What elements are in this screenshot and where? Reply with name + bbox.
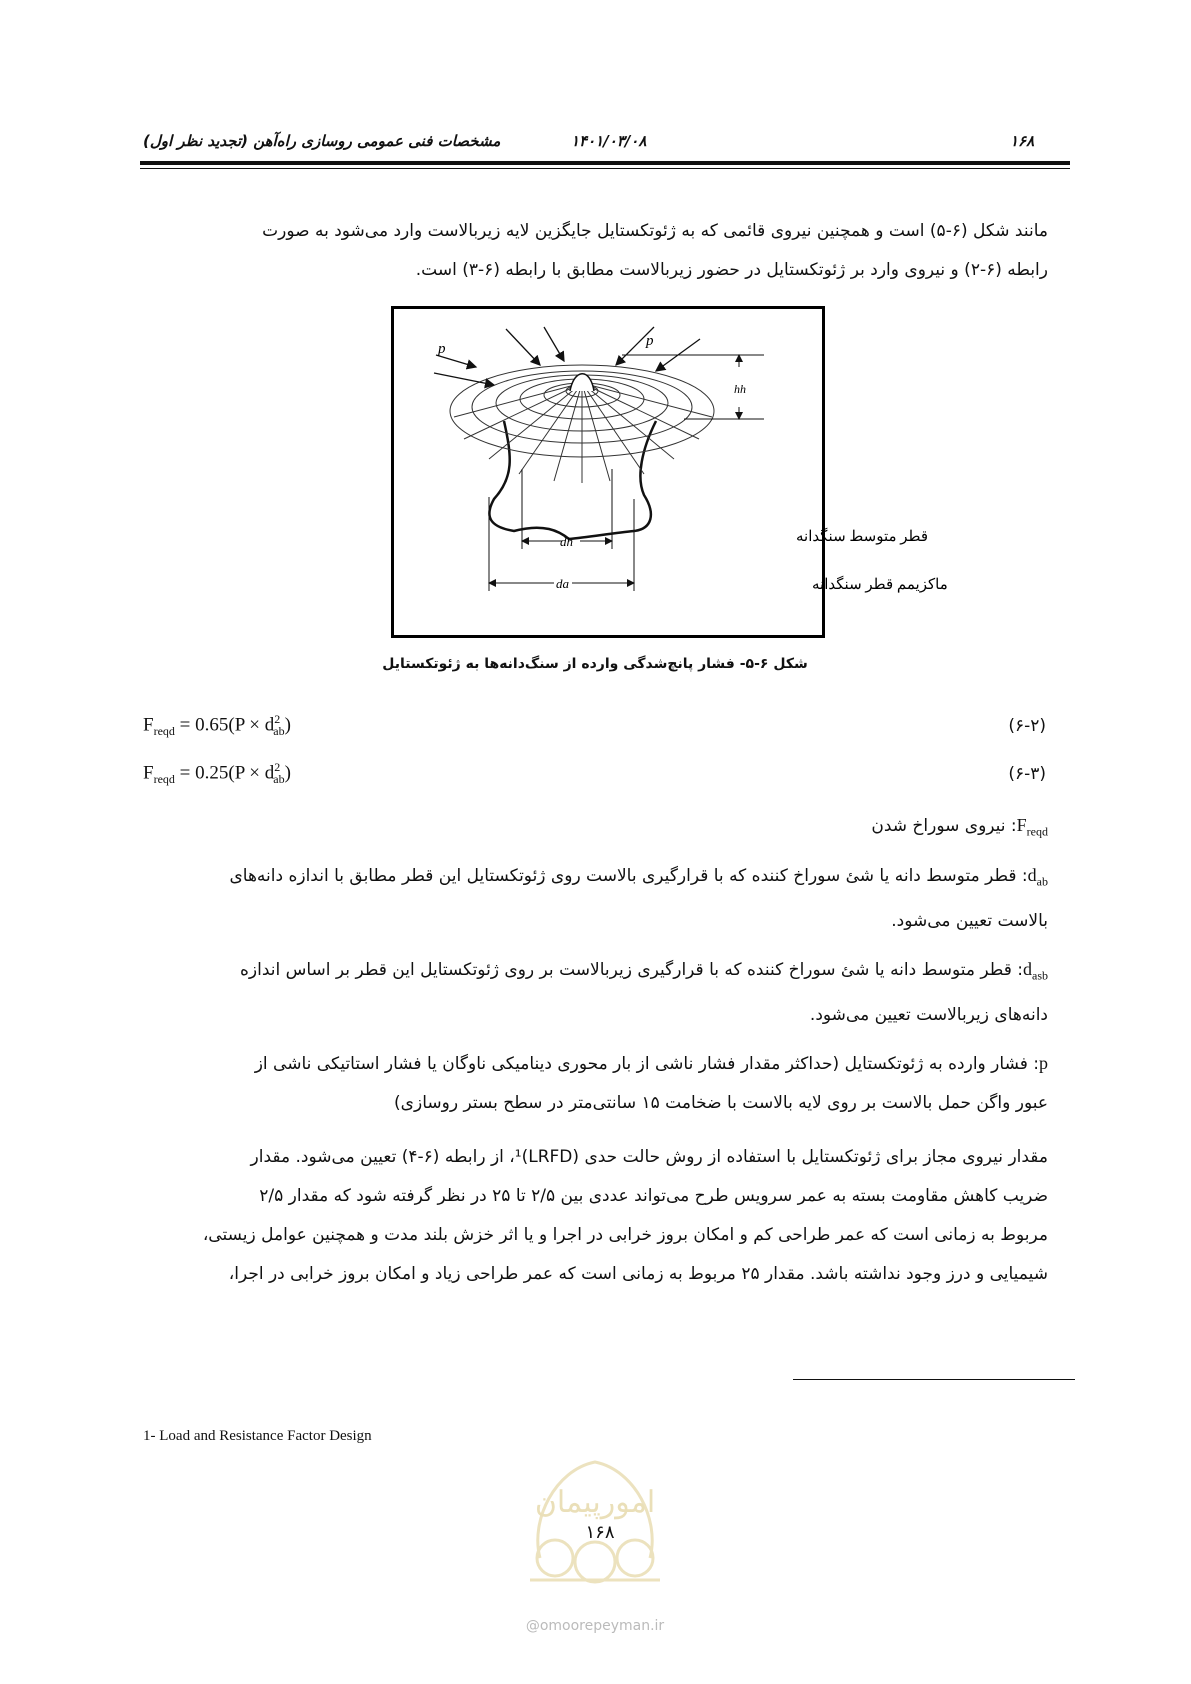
label-p-left: p [438, 341, 446, 357]
definition-p [143, 1044, 1048, 1123]
footnote: 1- Load and Resistance Factor Design [143, 1428, 372, 1444]
figure-caption: شکل ۶-۵- فشار پانچ‌شدگی وارده از سنگ‌دانه‌ها به ژئوتکستایل [382, 656, 808, 672]
freqd-symbol-sub: reqd [1026, 824, 1048, 839]
body-line-1: مقدار نیروی مجاز برای ژئوتکستایل با استفاده از روش حالت حدی (LRFD)¹، از رابطه (۶-۴) تعیین می‌شود. مقدار [250, 1147, 1048, 1167]
eq1-lhs-sub: reqd [153, 724, 175, 739]
label-dh: dh [560, 534, 573, 549]
figure-frame [391, 306, 948, 638]
eq1-rhs: = 0.65(P × d [174, 714, 275, 736]
eq2-lhs: F [143, 762, 154, 784]
stress-radials [454, 383, 712, 483]
equation-6-3 [143, 760, 291, 787]
eq1-lhs: F [143, 714, 154, 736]
eq2-sup: 2 [274, 760, 281, 774]
definition-freqd [143, 806, 1048, 852]
eq1-sup: 2 [274, 712, 281, 726]
dab-line-2: بالاست تعیین می‌شود. [891, 910, 1048, 931]
p-line-1: : فشار وارده به ژئوتکستایل (حداکثر مقدار فشار ناشی از بار محوری دینامیکی ناوگان یا فشار استاتیکی ناشی از [254, 1054, 1039, 1074]
dab-symbol-sub: ab [1036, 874, 1048, 889]
dab-symbol: d [1027, 865, 1037, 885]
eq2-lhs-sub: reqd [153, 772, 175, 787]
header-title: مشخصات فنی عمومی روسازی راه‌آهن (تجدید نظر اول) [143, 132, 501, 150]
header-rule-thick [140, 161, 1070, 165]
label-hh: hh [734, 382, 746, 396]
equation-6-2 [143, 712, 291, 739]
footnote-rule [793, 1379, 1075, 1380]
dasb-symbol: d [1023, 959, 1032, 979]
body-paragraph [143, 1138, 1048, 1294]
definition-dasb [143, 950, 1048, 1035]
footer-website: @omoorepeyman.ir [525, 1618, 665, 1634]
intro-paragraph [143, 212, 1048, 290]
dasb-line-2: دانه‌های زیربالاست تعیین می‌شود. [809, 1004, 1048, 1025]
definition-dab [143, 856, 1048, 941]
body-line-4: شیمیایی و درز وجود نداشته باشد. مقدار ۲۵ مربوط به زمانی است که عمر طراحی زیاد و امکان بروز خرابی در اجرا، [228, 1264, 1048, 1284]
footer-page-number: ۱۶۸ [585, 1522, 615, 1543]
equation-number-6-3: (۶-۳) [1008, 764, 1046, 784]
eq2-rhs: = 0.25(P × d [174, 762, 275, 784]
body-line-3: مربوط به زمانی است که عمر طراحی کم و امکان بروز خرابی در اجرا و یا اثر خزش بلند مدت و همچنین عوامل زیستی، [202, 1225, 1048, 1245]
dasb-symbol-sub: asb [1032, 968, 1048, 983]
p-line-2: عبور واگن حمل بالاست بر روی لایه بالاست با ضخامت ۱۵ سانتی‌متر در سطح بستر روسازی) [394, 1093, 1048, 1113]
intro-line-2: رابطه (۶-۲) و نیروی وارد بر ژئوتکستایل در حضور زیربالاست مطابق با رابطه (۶-۳) است. [415, 260, 1048, 280]
header-date: ۱۴۰۱/۰۳/۰۸ [571, 132, 647, 150]
intro-line-1: مانند شکل (۶-۵) است و همچنین نیروی قائمی که به ژئوتکستایل جایگزین لایه زیربالاست وارد می‌شود به صورت [262, 221, 1048, 241]
aggregate-tip [570, 374, 594, 391]
load-arrows [434, 327, 700, 385]
watermark-text: امورپیمان [534, 1486, 656, 1519]
eq2-close: ) [284, 762, 291, 784]
eq1-close: ) [284, 714, 291, 736]
figure-diagram [394, 309, 948, 635]
freqd-symbol: F [1016, 815, 1027, 835]
label-p-right: p [646, 333, 654, 349]
p-symbol: p [1039, 1053, 1048, 1073]
body-line-2: ضریب کاهش مقاومت بسته به عمر سرویس طرح می‌تواند عددی بین ۲/۵ تا ۲۵ در نظر گرفته شود که مقدار ۲/۵ [259, 1186, 1048, 1206]
equation-number-6-2: (۶-۲) [1008, 716, 1046, 736]
header-rule-thin [140, 168, 1070, 169]
label-mean-diameter: قطر متوسط سنگدانه [796, 529, 929, 545]
freqd-text: : نیروی سوراخ شدن [871, 816, 1017, 836]
dab-line-1: : قطر متوسط دانه یا شئ سوراخ کننده که با قرارگیری بالاست روی ژئوتکستایل این قطر مطابق با اندازه دانه‌های [229, 866, 1028, 886]
label-da: da [556, 576, 569, 591]
header-page-number: ۱۶۸ [1010, 132, 1035, 150]
label-max-diameter: ماکزیمم قطر سنگدانه [812, 577, 948, 593]
dasb-line-1: : قطر متوسط دانه یا شئ سوراخ کننده که با قرارگیری زیربالاست بر روی ژئوتکستایل این قطر بر اساس اندازه [240, 960, 1023, 980]
eq1-sub: ab [273, 724, 285, 739]
eq2-sub: ab [273, 772, 285, 787]
